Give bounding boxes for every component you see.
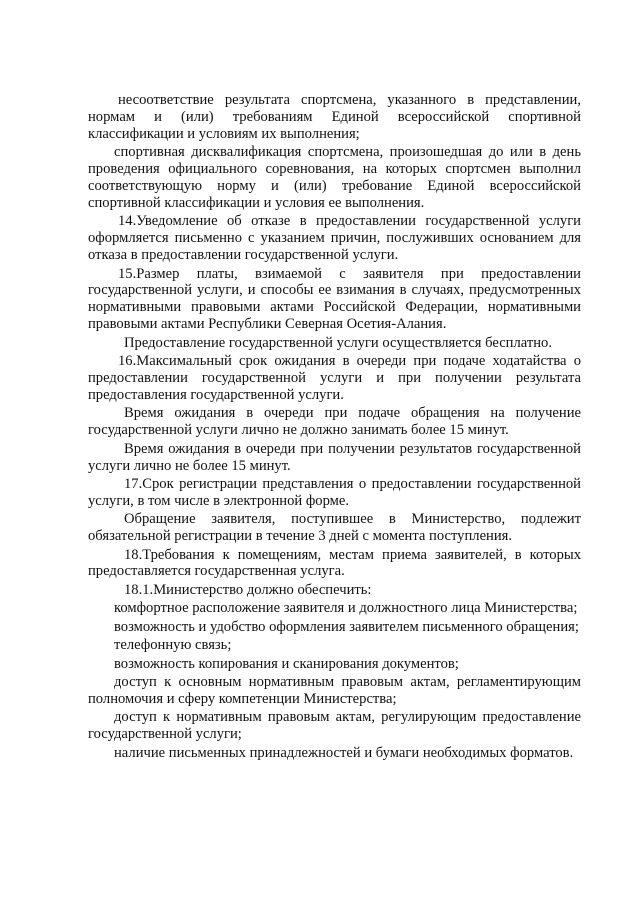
paragraph: Предоставление государственной услуги осуществляется бесплатно. xyxy=(124,334,552,351)
paragraph: телефонную связь; xyxy=(114,637,232,654)
paragraph: 18.Требования к помещениям, местам приема заявителей, в которых предоставляется государственная услуга. xyxy=(88,546,581,580)
paragraph: возможность копирования и сканирования документов; xyxy=(114,655,459,672)
paragraph: 17.Срок регистрации представления о предоставлении государственной услуги, в том числе в электронной форме. xyxy=(88,475,581,509)
paragraph: Время ожидания в очереди при получении результатов государственной услуги лично не более 15 минут. xyxy=(88,440,581,474)
paragraph: доступ к основным нормативным правовым актам, регламентирующим полномочия и сферу компетенции Министерства; xyxy=(88,673,581,707)
paragraph: Обращение заявителя, поступившее в Министерство, подлежит обязательной регистрации в течение 3 дней с момента поступления. xyxy=(88,511,581,545)
paragraph: 15.Размер платы, взимаемой с заявителя при предоставлении государственной услуги, и способы ее взимания в случаях, предусмотренных нормативными правовыми актами Российской Федерации, нормативными правовыми актами Республики Северная Осетия-Алания. xyxy=(88,265,581,333)
paragraph: Время ожидания в очереди при подаче обращения на получение государственной услуги лично не должно занимать более 15 минут. xyxy=(88,405,581,439)
paragraph: 18.1.Министерство должно обеспечить: xyxy=(124,581,372,598)
paragraph: 14.Уведомление об отказе в предоставлении государственной услуги оформляется письменно с указанием причин, послуживших основанием для отказа в предоставлении государственной услуги. xyxy=(88,213,581,264)
document-page xyxy=(88,92,581,761)
paragraph: спортивная дисквалификация спортсмена, произошедшая до или в день проведения официального соревнования, на которых спортсмен выполнил соответствующую норму и (или) требование Единой всероссийской спортивной классификации и условия ее выполнения. xyxy=(88,144,581,211)
paragraph: 16.Максимальный срок ожидания в очереди при подаче ходатайства о предоставлении государственной услуги и при получении результата предоставления государственной услуги. xyxy=(88,353,581,403)
paragraph: доступ к нормативным правовым актам, регулирующим предоставление государственной услуги; xyxy=(88,709,581,743)
paragraph: возможность и удобство оформления заявителем письменного обращения; xyxy=(114,618,579,635)
paragraph: наличие письменных принадлежностей и бумаги необходимых форматов. xyxy=(114,744,574,761)
paragraph: комфортное расположение заявителя и должностного лица Министерства; xyxy=(114,600,578,617)
paragraph: несоответствие результата спортсмена, указанного в представлении, нормам и (или) требованиям Единой всероссийской спортивной классификации и условиям их выполнения; xyxy=(88,92,581,142)
